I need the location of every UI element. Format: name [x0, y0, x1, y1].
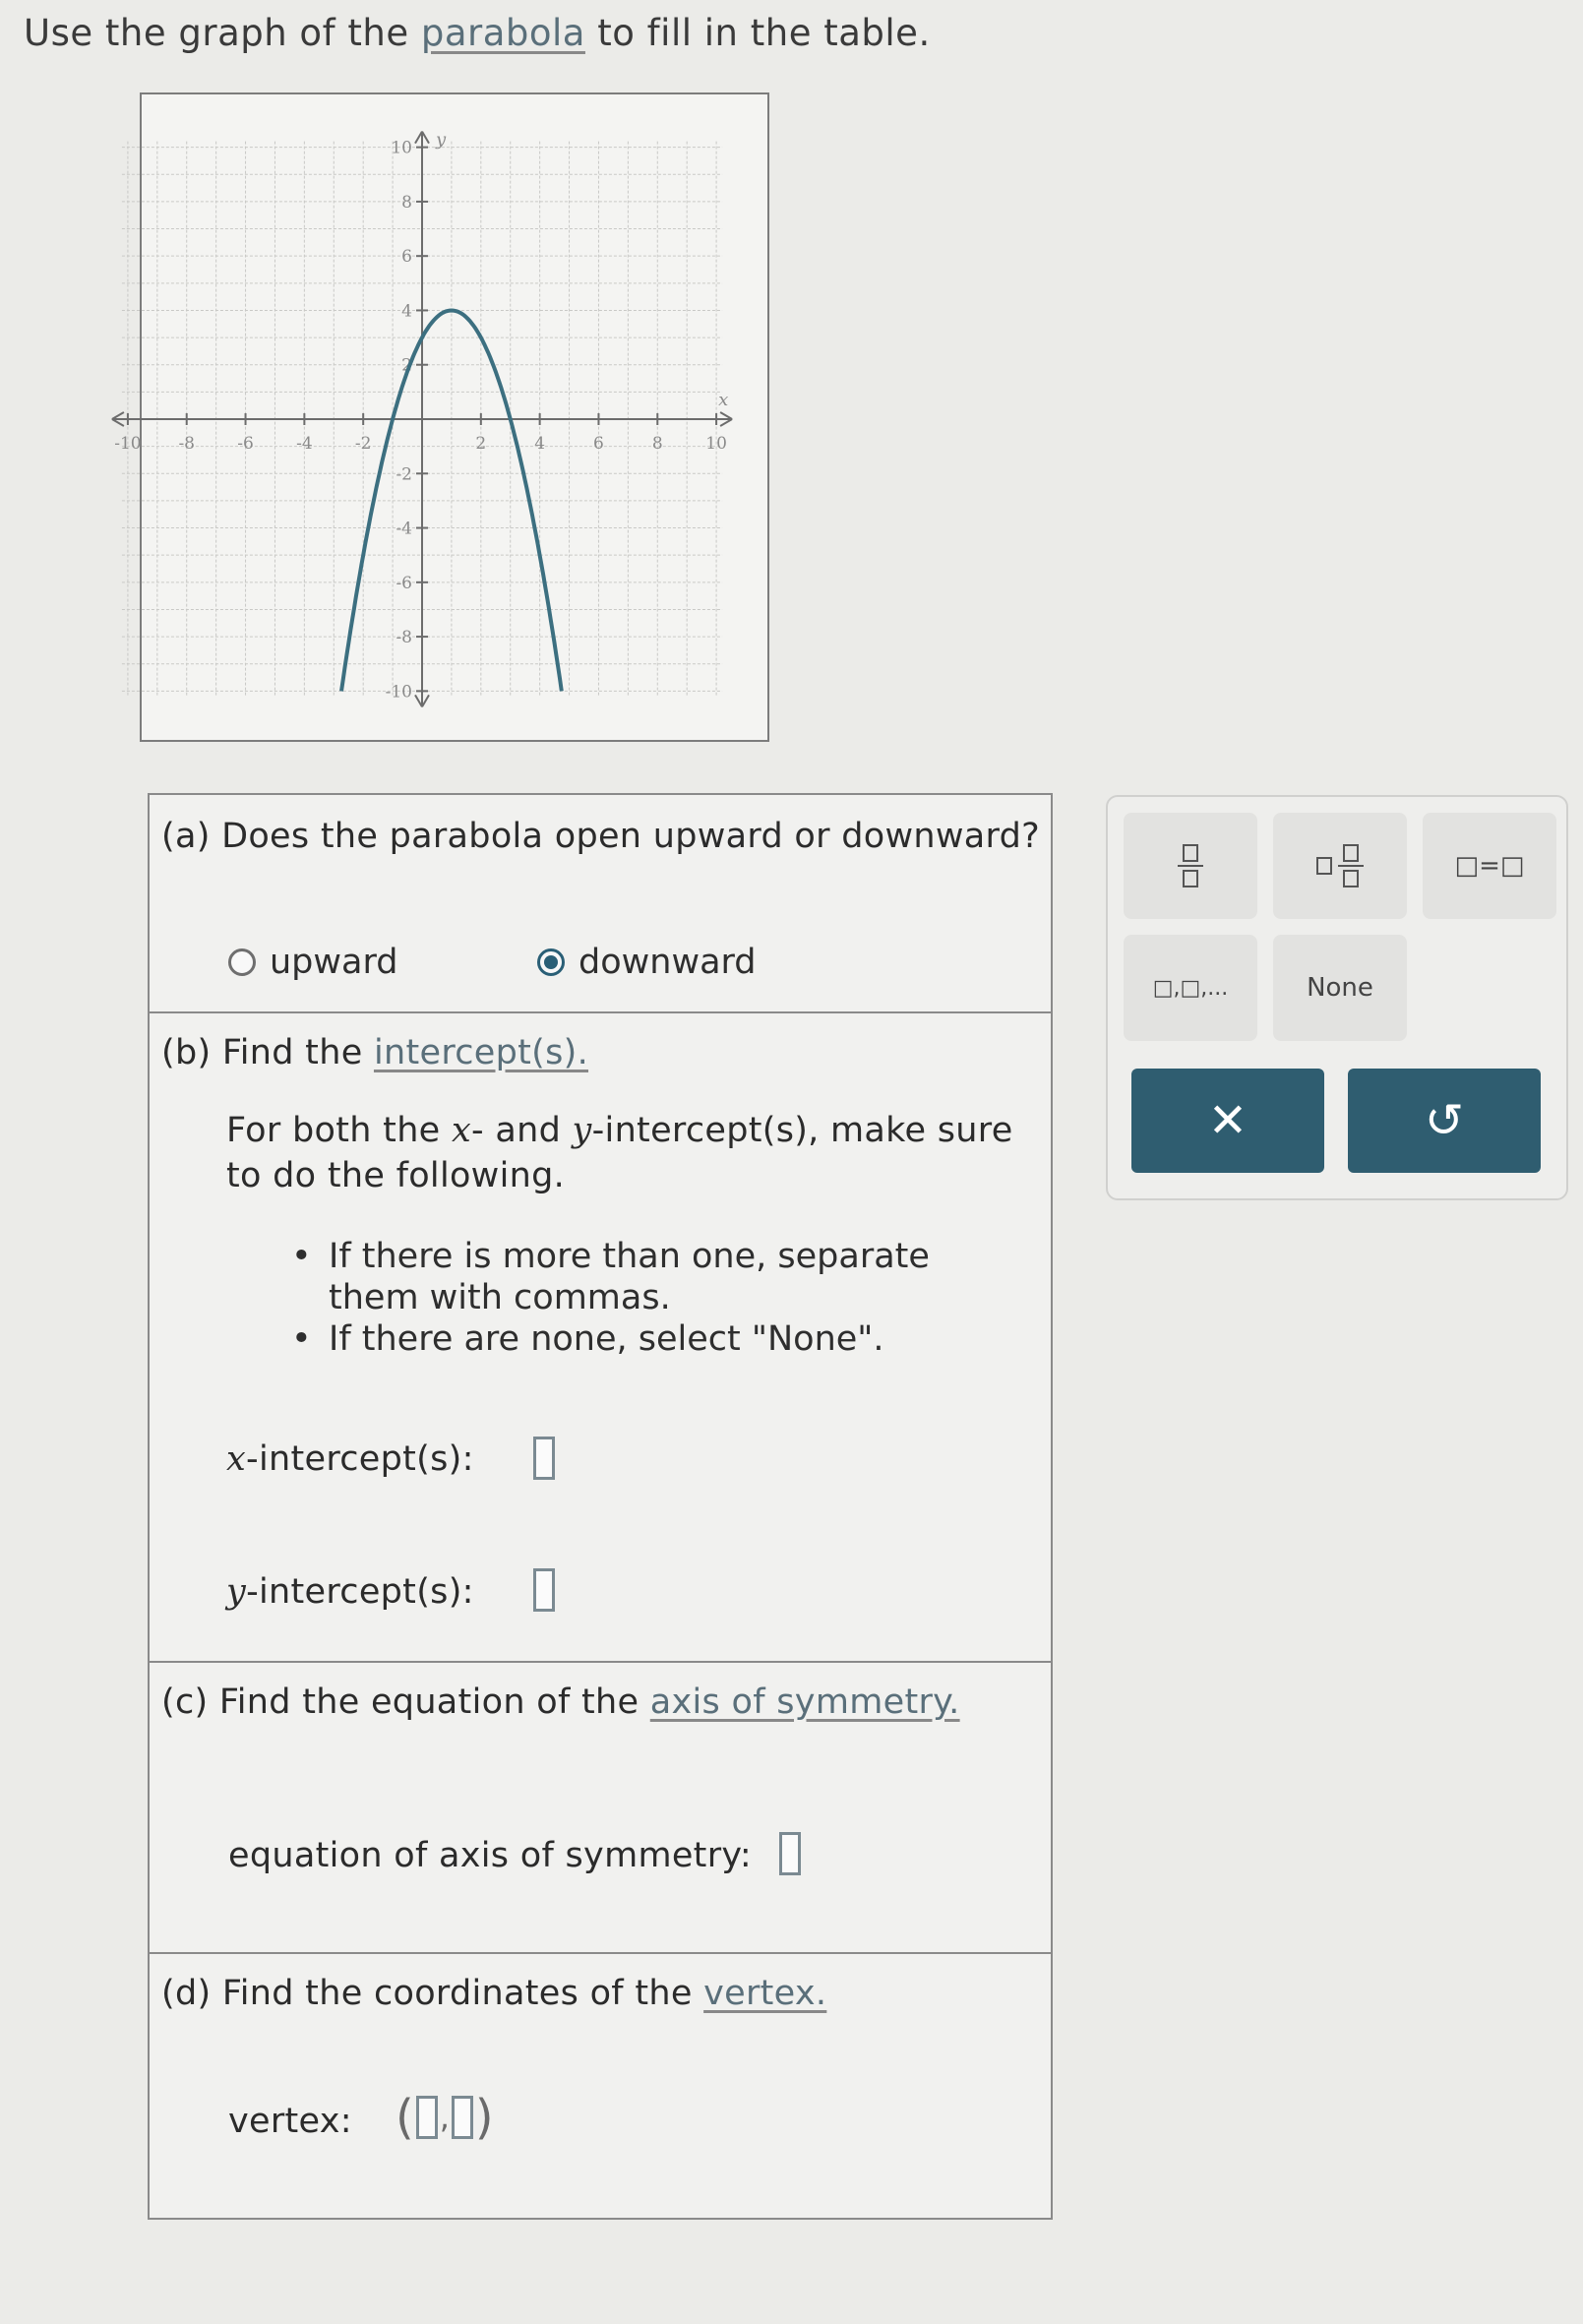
list-button[interactable]	[1124, 935, 1257, 1041]
part-b-question	[161, 1033, 588, 1072]
intercepts-link[interactable]: intercept(s).	[373, 1033, 589, 1072]
vertex-x-input[interactable]	[416, 2096, 438, 2139]
radio-upward[interactable]	[228, 948, 256, 976]
part-d-question	[161, 1974, 826, 2013]
y-tick-label: -6	[396, 573, 412, 593]
y-var: y	[226, 1572, 247, 1612]
x-tick-label: -4	[296, 434, 313, 454]
y-axis-label: y	[436, 129, 447, 151]
graph-svg	[114, 94, 767, 740]
none-label: None	[1307, 973, 1373, 1003]
vertex-label: vertex:	[228, 2102, 352, 2141]
section-b	[150, 1011, 1051, 1663]
rule-item: • If there are none, select "None".	[291, 1318, 1000, 1360]
part-b-instructions	[226, 1108, 1013, 1198]
y-intercept-input[interactable]	[533, 1568, 555, 1612]
option-upward-label: upward	[270, 943, 398, 982]
undo-button[interactable]	[1348, 1069, 1541, 1173]
instr-text-3: -intercept(s), make sure	[591, 1111, 1013, 1150]
y-tick-label: 8	[401, 192, 412, 213]
y-tick-label: 6	[401, 247, 412, 268]
x-tick-label: 4	[534, 434, 546, 454]
x-axis-label: x	[718, 390, 729, 410]
question-table	[148, 793, 1053, 2220]
y-tick-label: 4	[401, 301, 412, 322]
axis-symmetry-label: equation of axis of symmetry:	[228, 1836, 752, 1875]
vertex-link[interactable]: vertex.	[703, 1974, 827, 2013]
x-tick-label: -10	[114, 434, 142, 454]
section-c	[150, 1661, 1051, 1954]
x-intercept-label-text: -intercept(s):	[246, 1439, 474, 1479]
list-label: □,□,...	[1152, 975, 1229, 1001]
y-tick-label: -10	[385, 682, 412, 703]
instruction-text	[24, 12, 931, 54]
x-tick-label: -2	[354, 434, 372, 454]
equals-label: □=□	[1454, 851, 1525, 881]
y-tick-label: 2	[401, 355, 412, 376]
vertex-y-input[interactable]	[452, 2096, 473, 2139]
mixed-number-button[interactable]	[1273, 813, 1407, 919]
equals-button[interactable]	[1423, 813, 1556, 919]
y-tick-label: 10	[391, 138, 412, 158]
vertex-input-group	[396, 2090, 494, 2145]
rules-list	[291, 1236, 1000, 1360]
fraction-button[interactable]	[1124, 813, 1257, 919]
math-palette	[1106, 795, 1568, 1200]
x-var: x	[226, 1439, 247, 1479]
x-tick-label: -6	[237, 434, 254, 454]
x-tick-label: 8	[651, 434, 663, 454]
instr-x-var: x	[451, 1111, 471, 1150]
undo-icon: ↺	[1424, 1093, 1465, 1148]
comma: ,	[439, 2099, 450, 2136]
axis-symmetry-input[interactable]	[779, 1832, 801, 1875]
mixed-number-icon	[1316, 844, 1364, 887]
x-tick-label: 6	[593, 434, 604, 454]
x-intercept-label	[226, 1439, 474, 1479]
y-tick-label: -4	[396, 519, 412, 539]
option-upward[interactable]	[228, 943, 397, 982]
y-intercept-label-text: -intercept(s):	[246, 1572, 474, 1612]
fraction-icon	[1178, 844, 1203, 887]
x-intercept-input[interactable]	[533, 1437, 555, 1480]
option-downward[interactable]	[537, 943, 757, 982]
instr-text-2: - and	[471, 1111, 573, 1150]
radio-downward[interactable]	[537, 948, 565, 976]
clear-button[interactable]	[1131, 1069, 1324, 1173]
x-tick-label: -8	[178, 434, 196, 454]
part-c-question	[161, 1682, 960, 1722]
option-downward-label: downward	[578, 943, 757, 982]
x-tick-label: 10	[705, 434, 727, 454]
y-tick-label: -8	[396, 628, 412, 648]
parabola-link[interactable]: parabola	[420, 12, 585, 54]
close-icon: ✕	[1207, 1093, 1248, 1148]
part-a-question: (a) Does the parabola open upward or downward?	[161, 817, 1041, 856]
instruction-suffix: to fill in the table.	[584, 12, 931, 54]
section-d	[150, 1952, 1051, 2216]
part-c-prefix: (c) Find the equation of the	[161, 1682, 650, 1722]
axis-of-symmetry-link[interactable]: axis of symmetry.	[649, 1682, 960, 1722]
section-a	[150, 795, 1051, 1013]
y-intercept-label	[226, 1572, 474, 1612]
instr-text-1: For both the	[226, 1111, 452, 1150]
instr-y-var: y	[572, 1111, 592, 1150]
y-tick-label: -2	[396, 464, 412, 485]
none-button[interactable]	[1273, 935, 1407, 1041]
instr-text-4: to do the following.	[226, 1156, 566, 1195]
instruction-prefix: Use the graph of the	[24, 12, 421, 54]
rule-item: • If there is more than one, separate them with commas.	[291, 1236, 1000, 1318]
parabola-graph	[114, 92, 769, 742]
part-b-prefix: (b) Find the	[161, 1033, 374, 1072]
open-paren: (	[396, 2090, 414, 2145]
close-paren: )	[474, 2090, 494, 2145]
x-tick-label: 2	[475, 434, 487, 454]
part-d-prefix: (d) Find the coordinates of the	[161, 1974, 704, 2013]
